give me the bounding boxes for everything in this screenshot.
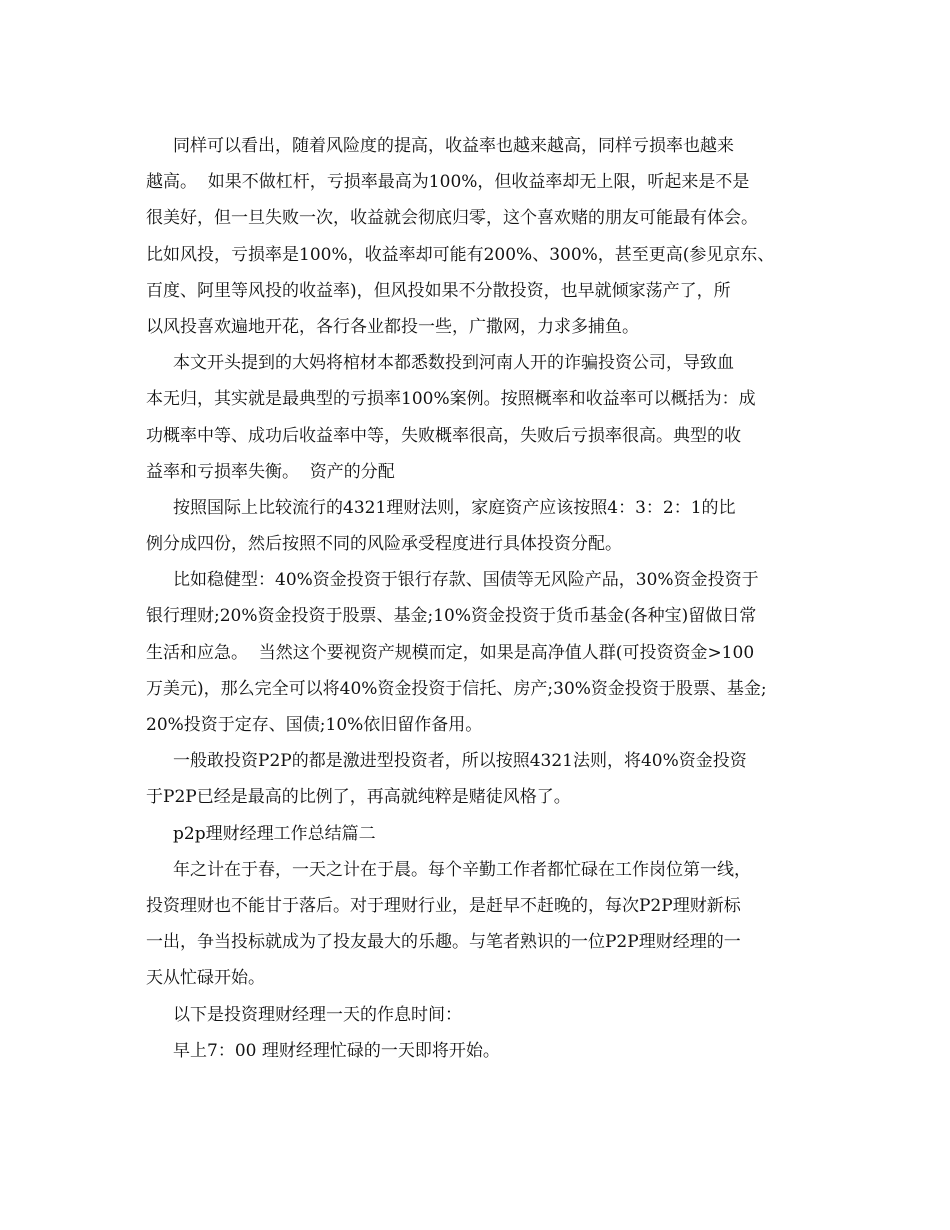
text-line: 例分成四份，然后按照不同的风险承受程度进行具体投资分配。 [146,534,622,555]
text-line: 年之计在于春，一天之计在于晨。每个辛勤工作者都忙碌在工作岗位第一线， [173,859,751,880]
text-line: 本无归，其实就是最典型的亏损率100%案例。按照概率和收益率可以概括为：成 [146,389,756,410]
text-line: 本文开头提到的大妈将棺材本都悉数投到河南人开的诈骗投资公司，导致血 [173,353,734,374]
text-line: 万美元)，那么完全可以将40%资金投资于信托、房产;30%资金投资于股票、基金; [146,678,767,699]
text-line: 同样可以看出，随着风险度的提高，收益率也越来越高，同样亏损率也越来 [173,136,734,156]
text-line: 比如稳健型：40%资金投资于银行存款、国债等无风险产品，30%资金投资于 [173,570,759,591]
text-line: 天从忙碌开始。 [146,968,265,989]
text-line: 一出，争当投标就成为了投友最大的乐趣。与笔者熟识的一位P2P理财经理的一 [146,932,741,953]
text-line: 按照国际上比较流行的4321理财法则，家庭资产应该按照4：3：2：1的比 [173,497,736,518]
text-line: 百度、阿里等风投的收益率)，但风投如果不分散投资，也早就倾家荡产了，所 [146,280,731,301]
text-line: 越高。 如果不做杠杆，亏损率最高为100%，但收益率却无上限，听起来是不是 [146,172,750,193]
text-line: 以风投喜欢遍地开花，各行各业都投一些，广撒网，力求多捕鱼。 [146,316,639,337]
text-line: 很美好，但一旦失败一次，收益就会彻底归零，这个喜欢赌的朋友可能最有体会。 [146,208,758,229]
text-line: 比如风投，亏损率是100%，收益率却可能有200%、300%，甚至更高(参见京东、 [146,244,775,265]
text-line: 生活和应急。 当然这个要视资产规模而定，如果是高净值人群(可投资资金>100 [146,642,755,663]
text-line: 一般敢投资P2P的都是激进型投资者，所以按照4321法则，将40%资金投资 [173,751,747,772]
text-line: 银行理财;20%资金投资于股票、基金;10%资金投资于货币基金(各种宝)留做日常 [146,606,757,627]
text-line: 20%投资于定存、国债;10%依旧留作备用。 [146,715,483,735]
text-line: p2p理财经理工作总结篇二 [173,823,376,844]
text-line: 投资理财也不能甘于落后。对于理财行业，是赶早不赶晚的，每次P2P理财新标 [146,895,741,916]
document-body [146,128,806,1069]
text-line: 于P2P已经是最高的比例了，再高就纯粹是赌徒风格了。 [146,787,571,808]
text-line: 益率和亏损率失衡。 资产的分配 [146,461,395,482]
text-line: 早上7：00 理财经理忙碌的一天即将开始。 [173,1040,500,1061]
text-line: 功概率中等、成功后收益率中等，失败概率很高，失败后亏损率很高。典型的收 [146,425,741,446]
text-line: 以下是投资理财经理一天的作息时间： [173,1004,462,1025]
